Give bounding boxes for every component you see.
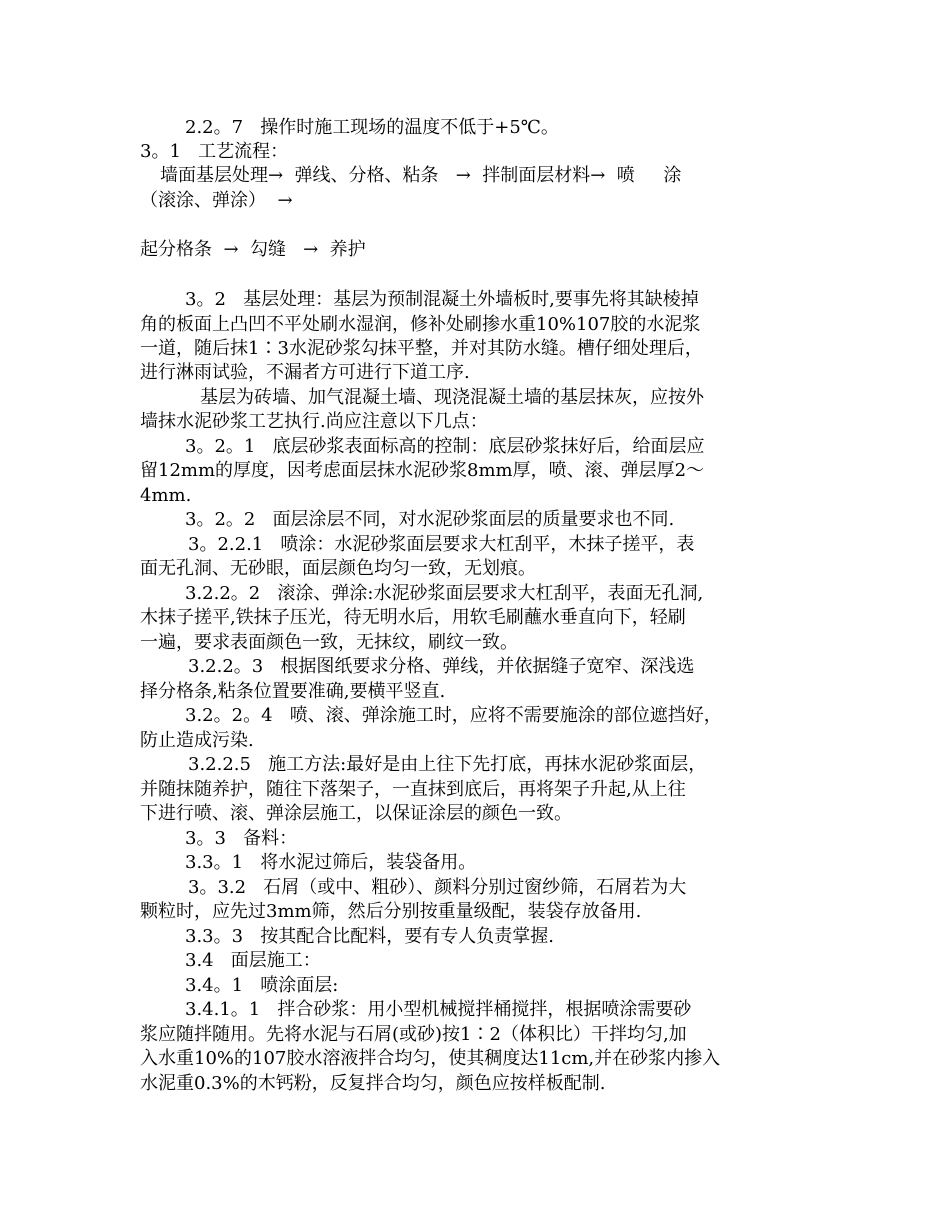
text-line: 入水重10%的107胶水溶液拌合均匀，使其稠度达11cm,并在砂浆内掺入	[140, 1048, 721, 1069]
text-line: 基层为砖墙、加气混凝土墙、现浇混凝土墙的基层抹灰，应按外	[200, 387, 704, 408]
text-line: 3.3。1 将水泥过筛后，装袋备用。	[185, 852, 477, 873]
text-line: 3.4.1。1 拌合砂浆：用小型机械搅拌桶搅拌，根据喷涂需要砂	[185, 999, 692, 1020]
text-line: 3.2。2。4 喷、滚、弹涂施工时，应将不需要施涂的部位遮挡好，	[185, 705, 722, 726]
text-line: 颗粒时，应先过3mm筛，然后分别按重量级配，装袋存放备用.	[140, 901, 642, 922]
text-line: 木抹子搓平,铁抹子压光，待无明水后，用软毛刷蘸水垂直向下，轻刷	[140, 607, 686, 628]
text-line: 墙抹水泥砂浆工艺执行.尚应注意以下几点：	[140, 411, 488, 432]
heading-line: 3。1 工艺流程：	[140, 141, 289, 162]
text-line: 3。3.2 石屑（或中、粗砂）、颜料分别过窗纱筛，石屑若为大	[188, 877, 687, 898]
text-line: 3.2.2。2 滚涂、弹涂:水泥砂浆面层要求大杠刮平，表面无孔洞,	[185, 583, 704, 604]
text-line: 2.2。7 操作时施工现场的温度不低于+5℃。	[185, 117, 559, 138]
text-line: 下进行喷、滚、弹涂层施工，以保证涂层的颜色一致。	[140, 803, 572, 824]
text-line: 并随抹随养护，随往下落架子，一直抹到底后，再将架子升起,从上往	[140, 779, 686, 800]
text-line: 择分格条,粘条位置要准确,要横平竖直.	[140, 681, 446, 702]
text-line: 3.2.2。3 根据图纸要求分格、弹线，并依据缝子宽窄、深浅选	[188, 656, 695, 677]
text-line: 一道，随后抹1∶3水泥砂浆勾抹平整，并对其防水缝。槽仔细处理后，	[140, 338, 703, 359]
text-line: 3。2.2.1 喷涂：水泥砂浆面层要求大杠刮平，木抹子搓平，表	[188, 534, 695, 555]
text-line: 4mm.	[140, 485, 192, 506]
text-line: 3。2。1 底层砂浆表面标高的控制：底层砂浆抹好后，给面层应	[185, 436, 705, 457]
text-line: （滚涂、弹涂） →	[140, 190, 293, 211]
heading-line: 3.4 面层施工：	[185, 950, 321, 971]
text-line: 一遍，要求表面颜色一致，无抹纹，刷纹一致。	[140, 632, 518, 653]
heading-line: 3.4。1 喷涂面层:	[185, 975, 339, 996]
text-line: 角的板面上凸凹不平处刷水湿润，修补处刷掺水重10%107胶的水泥浆	[140, 314, 701, 335]
text-line: 墙面基层处理→ 弹线、分格、粘条 → 拌制面层材料→ 喷 涂	[160, 165, 682, 186]
text-line: 3。2。2 面层涂层不同，对水泥砂浆面层的质量要求也不同.	[185, 509, 675, 530]
text-line: 3.2.2.5 施工方法:最好是由上往下先打底，再抹水泥砂浆面层，	[188, 754, 707, 775]
text-line: 进行淋雨试验，不漏者方可进行下道工序.	[140, 362, 470, 383]
text-line: 水泥重0.3%的木钙粉，反复拌合均匀，颜色应按样板配制.	[140, 1073, 606, 1094]
text-line: 留12mm的厚度，因考虑面层抹水泥砂浆8mm厚，喷、滚、弹层厚2～	[140, 460, 705, 481]
text-line: 起分格条 → 勾缝 → 养护	[140, 239, 366, 260]
text-line: 浆应随拌随用。先将水泥与石屑(或砂)按1∶2（体积比）干拌均匀,加	[140, 1024, 687, 1045]
text-line: 3。2 基层处理：基层为预制混凝土外墙板时,要事先将其缺棱掉	[185, 289, 699, 310]
heading-line: 3。3 备料：	[185, 828, 298, 849]
text-line: 防止造成污染.	[140, 730, 254, 751]
text-line: 面无孔洞、无砂眼，面层颜色均匀一致，无划痕。	[140, 558, 536, 579]
text-line: 3.3。3 按其配合比配料，要有专人负责掌握.	[185, 926, 554, 947]
